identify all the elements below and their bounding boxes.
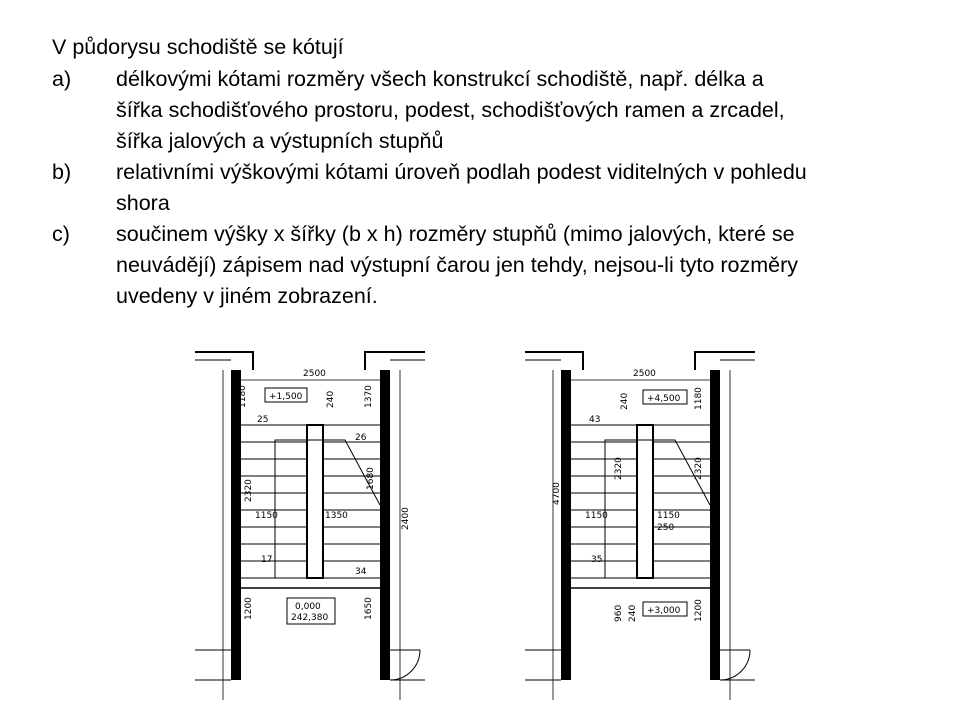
dim-top-left: 1180 <box>238 385 248 408</box>
list-item-text <box>116 219 896 312</box>
dim-top-left: 240 <box>620 392 630 410</box>
staircase-plan-right-drawing <box>525 330 765 712</box>
dim-flight-left: 1150 <box>585 511 608 521</box>
dim-bottom-left: 1200 <box>244 597 254 620</box>
steps-top: 25 <box>257 415 269 425</box>
slide-heading: V půdorysu schodiště se kótují <box>52 35 344 59</box>
list-item-label: a) <box>52 67 72 91</box>
steps-bottom: 17 <box>261 555 273 565</box>
staircase-plan-left-drawing <box>195 330 435 712</box>
dim-flight-right: 1150 <box>657 511 680 521</box>
level-bottom-1: 0,000 <box>295 602 321 612</box>
level-bottom: +3,000 <box>647 606 681 616</box>
list-item-label: b) <box>52 160 72 184</box>
dim-top-right: 1370 <box>364 385 374 408</box>
list-item-label: c) <box>52 222 70 246</box>
text-line: délkovými kótami rozměry všech konstrukcí schodiště, např. délka a <box>116 67 764 91</box>
dim-width: 2500 <box>633 369 656 379</box>
dim-left: 2320 <box>244 479 254 502</box>
level-top: +1,500 <box>269 392 303 402</box>
steps-bottom: 35 <box>591 555 603 565</box>
dim-left: 4700 <box>552 482 562 505</box>
list-item-text <box>116 64 896 157</box>
level-bottom-2: 242,380 <box>291 613 329 623</box>
dim-mid: 2320 <box>614 457 624 480</box>
steps-top: 43 <box>589 415 601 425</box>
dim-bottom-right: 1200 <box>694 599 704 622</box>
text-line: součinem výšky x šířky (b x h) rozměry stupňů (mimo jalových, které se <box>116 222 795 246</box>
dim-right: 2320 <box>694 457 704 480</box>
staircase-plan-left <box>195 330 435 712</box>
text-line: uvedeny v jiném zobrazení. <box>116 284 378 308</box>
staircase-plan-right <box>525 330 765 712</box>
dim-mirror: 250 <box>657 523 675 533</box>
dim-width: 2500 <box>303 369 326 379</box>
dim-top-right: 1180 <box>694 387 704 410</box>
dim-flight-right: 1350 <box>325 511 348 521</box>
dim-top-mid: 240 <box>326 390 336 408</box>
text-line: šířka schodišťového prostoru, podest, schodišťových ramen a zrcadel, <box>116 98 785 122</box>
dim-flight-left: 1150 <box>255 511 278 521</box>
steps-right: 26 <box>355 433 367 443</box>
dim-bottom-mid: 240 <box>628 604 638 622</box>
dim-bottom-left: 960 <box>614 604 624 622</box>
dim-right-2: 2400 <box>401 507 411 530</box>
text-line: šířka jalových a výstupních stupňů <box>116 129 444 153</box>
dim-bottom-right: 1650 <box>364 597 374 620</box>
text-line: neuvádějí) zápisem nad výstupní čarou jen tehdy, nejsou-li tyto rozměry <box>116 253 798 277</box>
steps-bottom-right: 34 <box>355 567 367 577</box>
text-line: relativními výškovými kótami úroveň podlah podest viditelných v pohledu <box>116 160 807 184</box>
list-item-text <box>116 157 896 219</box>
text-line: shora <box>116 191 170 215</box>
level-top: +4,500 <box>647 394 681 404</box>
dim-right: 1680 <box>366 467 376 490</box>
